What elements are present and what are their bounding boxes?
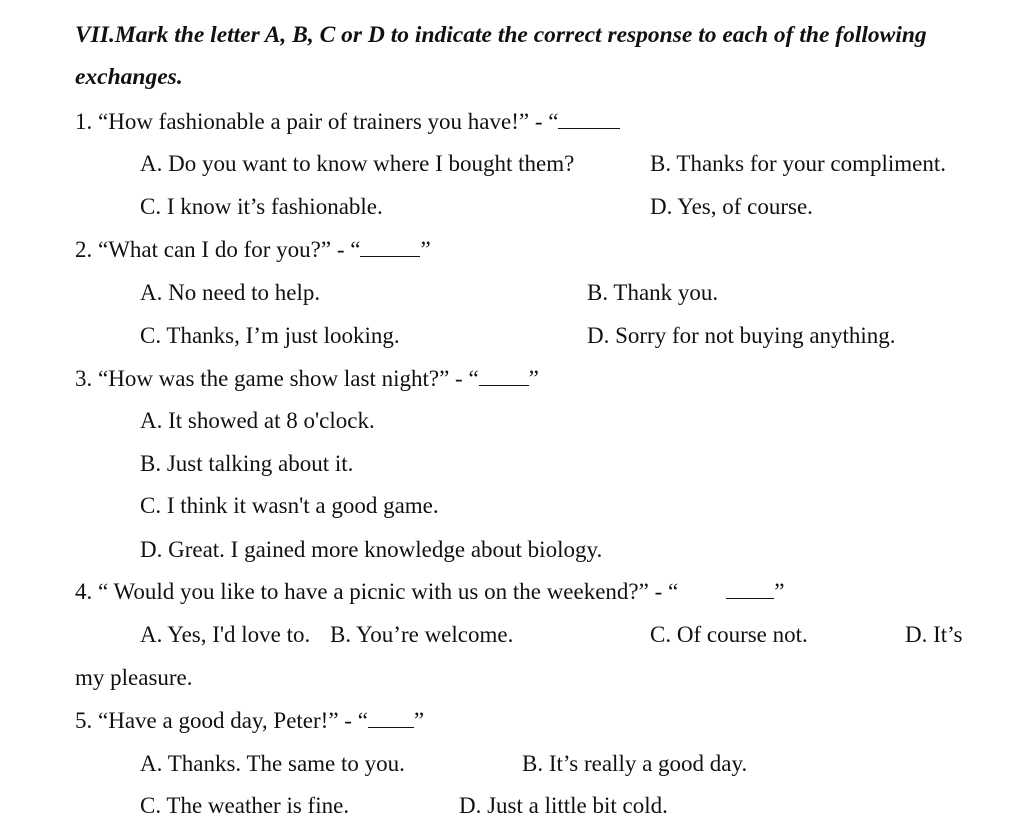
question-4-option-d-continued: my pleasure. xyxy=(75,665,193,690)
question-4-text-end: ” xyxy=(774,579,785,604)
question-3-option-a: A. It showed at 8 o'clock. xyxy=(140,408,375,433)
question-3-option-d: D. Great. I gained more knowledge about biology. xyxy=(140,537,603,562)
question-4-option-a: A. Yes, I'd love to. xyxy=(140,622,311,647)
question-2-option-a: A. No need to help. xyxy=(140,280,321,305)
exercise-heading-line-1: VII.Mark the letter A, B, C or D to indicate the correct response to each of the following xyxy=(75,22,927,48)
question-4-option-c: C. Of course not. xyxy=(650,622,808,647)
question-4-option-d: D. It’s xyxy=(905,622,963,647)
question-2-text: 2. “What can I do for you?” - “ xyxy=(75,237,361,262)
question-1-blank xyxy=(558,110,620,129)
question-5-option-d: D. Just a little bit cold. xyxy=(459,793,668,818)
question-4-option-b: B. You’re welcome. xyxy=(330,622,514,647)
question-5-text-end: ” xyxy=(413,708,425,733)
question-2-text-end: ” xyxy=(420,237,431,262)
question-2-option-d: D. Sorry for not buying anything. xyxy=(587,323,896,348)
exercise-heading-line-2: exchanges. xyxy=(75,64,183,90)
question-3-option-c: C. I think it wasn't a good game. xyxy=(140,493,439,518)
question-2-option-b: B. Thank you. xyxy=(587,280,719,305)
question-3-option-b: B. Just talking about it. xyxy=(140,451,354,476)
question-3-text-end: ” xyxy=(528,366,539,391)
question-4-stem xyxy=(75,580,784,603)
question-4-blank xyxy=(726,580,774,599)
question-1-text: 1. “How fashionable a pair of trainers you have!” - “ xyxy=(75,109,559,134)
question-2-blank xyxy=(360,238,420,257)
question-5-text: 5. “Have a good day, Peter!” - “ xyxy=(75,708,368,733)
question-3-blank xyxy=(479,367,529,386)
question-4-text: 4. “ Would you like to have a picnic with us on the weekend?” - “ xyxy=(75,579,679,604)
question-1-option-d: D. Yes, of course. xyxy=(650,194,813,219)
question-5-blank xyxy=(368,709,414,728)
question-1-option-a: A. Do you want to know where I bought them? xyxy=(140,151,575,176)
question-5-option-b: B. It’s really a good day. xyxy=(522,751,748,776)
question-2-option-c: C. Thanks, I’m just looking. xyxy=(140,323,400,348)
question-1-option-c: C. I know it’s fashionable. xyxy=(140,194,383,219)
question-5-stem xyxy=(75,709,424,732)
question-3-text: 3. “How was the game show last night?” - “ xyxy=(75,366,479,391)
question-2-stem xyxy=(75,238,431,261)
question-1-stem xyxy=(75,110,620,133)
question-3-stem xyxy=(75,367,539,390)
question-5-option-a: A. Thanks. The same to you. xyxy=(140,751,405,776)
question-1-option-b: B. Thanks for your compliment. xyxy=(650,151,946,176)
question-5-option-c: C. The weather is fine. xyxy=(140,793,350,818)
